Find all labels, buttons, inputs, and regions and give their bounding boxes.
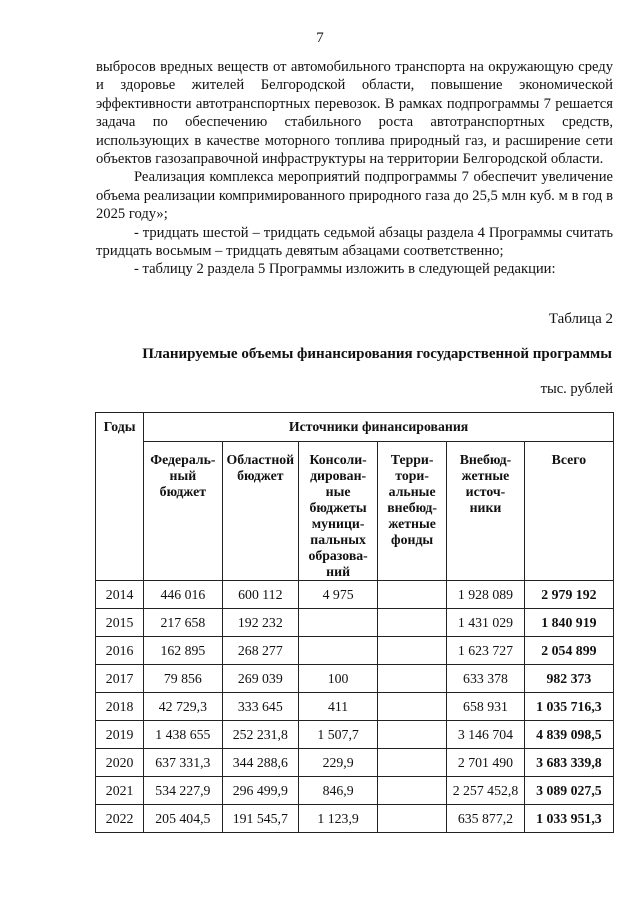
table-row bbox=[96, 805, 614, 833]
regional-cell: 252 231,8 bbox=[222, 721, 299, 749]
total-cell: 4 839 098,5 bbox=[524, 721, 613, 749]
extrabudget-cell: 1 928 089 bbox=[447, 581, 525, 609]
units-label: тыс. рублей bbox=[540, 381, 613, 397]
paragraph: выбросов вредных веществ от автомобильного транспорта на окружающую среду и здоровье жителей Белгородской области, повышение экономической эффективности автотранспортных перевозок. В рамках подпрограммы 7 решается задача по обеспечению стабильного роста автотранспортных средств, использующих в качестве моторного топлива природный газ, и расширение сети объектов газозаправочной инфраструктуры на территории Белгородской области. bbox=[96, 59, 613, 168]
extrabudget-cell: 633 378 bbox=[447, 665, 525, 693]
extrabudget-cell: 1 623 727 bbox=[447, 637, 525, 665]
extrabudget-cell: 2 701 490 bbox=[447, 749, 525, 777]
territorial-cell bbox=[378, 609, 447, 637]
paragraph: Реализация комплекса мероприятий подпрограммы 7 обеспечит увеличение объема реализации компримированного природного газа до 25,5 млн куб. м в год в 2025 году»; bbox=[96, 169, 613, 223]
column-header: Терри- тори- альные внебюд- жетные фонды bbox=[378, 442, 447, 581]
municipal-cell: 1 507,7 bbox=[299, 721, 378, 749]
body-text bbox=[96, 58, 613, 279]
year-cell: 2019 bbox=[96, 721, 144, 749]
territorial-cell bbox=[378, 637, 447, 665]
federal-cell: 534 227,9 bbox=[144, 777, 222, 805]
paragraph: - тридцать шестой – тридцать седьмой абзацы раздела 4 Программы считать тридцать восьмым – тридцать девятым абзацами соответственно; bbox=[96, 224, 613, 260]
regional-cell: 296 499,9 bbox=[222, 777, 299, 805]
column-header: Всего bbox=[524, 442, 613, 581]
federal-cell: 446 016 bbox=[144, 581, 222, 609]
total-cell: 1 840 919 bbox=[524, 609, 613, 637]
federal-cell: 205 404,5 bbox=[144, 805, 222, 833]
total-cell: 2 054 899 bbox=[524, 637, 613, 665]
territorial-cell bbox=[378, 665, 447, 693]
territorial-cell bbox=[378, 749, 447, 777]
year-cell: 2017 bbox=[96, 665, 144, 693]
year-cell: 2022 bbox=[96, 805, 144, 833]
paragraph: - таблицу 2 раздела 5 Программы изложить в следующей редакции: bbox=[134, 261, 556, 278]
regional-cell: 191 545,7 bbox=[222, 805, 299, 833]
municipal-cell: 846,9 bbox=[299, 777, 378, 805]
federal-cell: 162 895 bbox=[144, 637, 222, 665]
table-label: Таблица 2 bbox=[548, 311, 613, 327]
regional-cell: 192 232 bbox=[222, 609, 299, 637]
federal-cell: 637 331,3 bbox=[144, 749, 222, 777]
table-title: Планируемые объемы финансирования государственной программы bbox=[142, 346, 612, 362]
column-header: Областной бюджет bbox=[222, 442, 299, 581]
column-header: Консоли- дирован- ные бюджеты муници- пальных образова- ний bbox=[299, 442, 378, 581]
federal-cell: 217 658 bbox=[144, 609, 222, 637]
territorial-cell bbox=[378, 805, 447, 833]
table-row bbox=[96, 693, 614, 721]
column-headers-row bbox=[96, 442, 614, 581]
column-header: Федераль- ный бюджет bbox=[144, 442, 222, 581]
municipal-cell bbox=[299, 609, 378, 637]
municipal-cell: 4 975 bbox=[299, 581, 378, 609]
total-cell: 1 035 716,3 bbox=[524, 693, 613, 721]
regional-cell: 333 645 bbox=[222, 693, 299, 721]
municipal-cell: 1 123,9 bbox=[299, 805, 378, 833]
total-cell: 2 979 192 bbox=[524, 581, 613, 609]
year-cell: 2020 bbox=[96, 749, 144, 777]
table-row bbox=[96, 665, 614, 693]
extrabudget-cell: 3 146 704 bbox=[447, 721, 525, 749]
page-number: 7 bbox=[316, 30, 324, 46]
regional-cell: 344 288,6 bbox=[222, 749, 299, 777]
regional-cell: 268 277 bbox=[222, 637, 299, 665]
year-cell: 2014 bbox=[96, 581, 144, 609]
federal-cell: 42 729,3 bbox=[144, 693, 222, 721]
municipal-cell: 229,9 bbox=[299, 749, 378, 777]
table-body bbox=[96, 581, 614, 833]
regional-cell: 269 039 bbox=[222, 665, 299, 693]
financing-table bbox=[95, 412, 614, 833]
regional-cell: 600 112 bbox=[222, 581, 299, 609]
year-cell: 2021 bbox=[96, 777, 144, 805]
table-row bbox=[96, 637, 614, 665]
year-cell: 2016 bbox=[96, 637, 144, 665]
municipal-cell bbox=[299, 637, 378, 665]
column-header: Внебюд- жетные источ- ники bbox=[447, 442, 525, 581]
extrabudget-cell: 635 877,2 bbox=[447, 805, 525, 833]
year-cell: 2015 bbox=[96, 609, 144, 637]
total-cell: 982 373 bbox=[524, 665, 613, 693]
territorial-cell bbox=[378, 693, 447, 721]
table-row bbox=[96, 749, 614, 777]
extrabudget-cell: 658 931 bbox=[447, 693, 525, 721]
extrabudget-cell: 1 431 029 bbox=[447, 609, 525, 637]
federal-cell: 79 856 bbox=[144, 665, 222, 693]
territorial-cell bbox=[378, 777, 447, 805]
table-header-row bbox=[96, 413, 614, 442]
table-row bbox=[96, 721, 614, 749]
municipal-cell: 411 bbox=[299, 693, 378, 721]
territorial-cell bbox=[378, 721, 447, 749]
table-row bbox=[96, 609, 614, 637]
federal-cell: 1 438 655 bbox=[144, 721, 222, 749]
total-cell: 1 033 951,3 bbox=[524, 805, 613, 833]
municipal-cell: 100 bbox=[299, 665, 378, 693]
total-cell: 3 683 339,8 bbox=[524, 749, 613, 777]
table-row bbox=[96, 777, 614, 805]
sources-header: Источники финансирования bbox=[144, 413, 614, 442]
year-column-header: Годы bbox=[96, 413, 144, 581]
extrabudget-cell: 2 257 452,8 bbox=[447, 777, 525, 805]
territorial-cell bbox=[378, 581, 447, 609]
table-row bbox=[96, 581, 614, 609]
total-cell: 3 089 027,5 bbox=[524, 777, 613, 805]
year-cell: 2018 bbox=[96, 693, 144, 721]
